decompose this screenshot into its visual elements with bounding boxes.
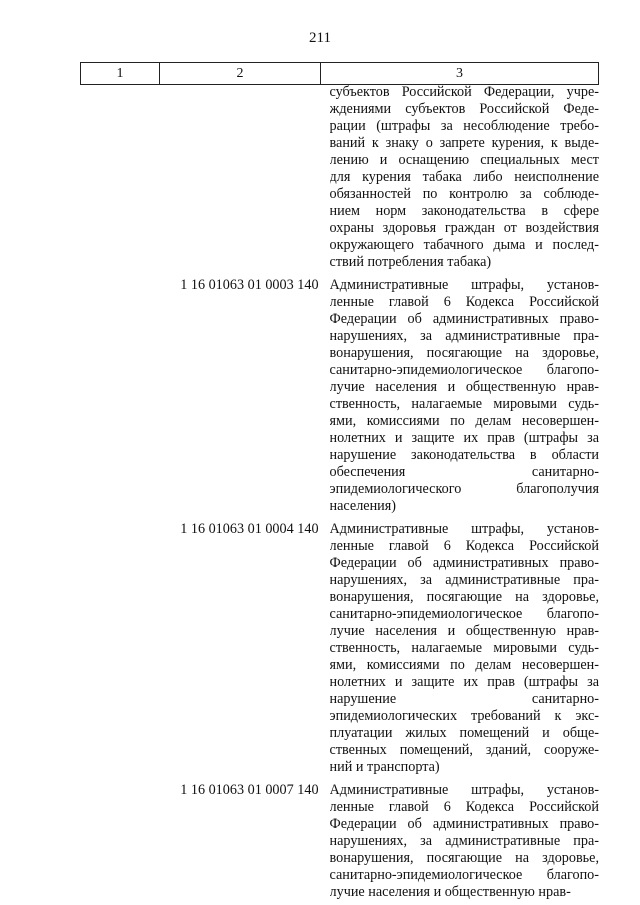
table-row [80, 782, 599, 901]
description-line: ствий потребления табака) [329, 254, 492, 270]
description-line: рации (штрафы за несоблюдение требо- [329, 118, 599, 134]
description-line: вонарушения, посягающие на здоровье, [329, 850, 599, 866]
description-line: ленные главой 6 Кодекса Российской [329, 799, 599, 815]
code-description [330, 277, 599, 515]
page-number: 211 [309, 30, 331, 46]
description-line: Административные штрафы, установ- [329, 782, 599, 798]
description-line: нарушение законодательства в области [329, 447, 599, 463]
description-line: охраны здоровья граждан от воздействия [329, 220, 599, 236]
column-header-2: 2 [160, 63, 321, 84]
description-line: Федерации об административных право- [329, 555, 599, 571]
table-row [80, 277, 599, 515]
description-line: плуатации жилых помещений и обще- [329, 725, 599, 741]
description-line: эпидемиологических требований к экс- [329, 708, 599, 724]
table-row [80, 84, 599, 271]
description-line: нием норм законодательства в сфере [329, 203, 599, 219]
description-line: нолетних и защите их прав (штрафы за [329, 674, 599, 690]
description-line: ственность, налагаемые мировыми судь- [329, 640, 599, 656]
description-line: лучие населения и общественную нрав- [329, 884, 571, 900]
classification-code: 1 16 01063 01 0004 140 [180, 521, 319, 537]
code-description [330, 521, 599, 776]
description-line: Административные штрафы, установ- [329, 521, 599, 537]
column-header-3: 3 [456, 65, 463, 81]
description-line: ями, комиссиями по делам несовершен- [329, 413, 599, 429]
description-line: нолетних и защите их прав (штрафы за [329, 430, 599, 446]
description-line: ственность, налагаемые мировыми судь- [329, 396, 599, 412]
description-line: нарушение санитарно- [329, 691, 599, 707]
description-line: лучие населения и общественную нрав- [329, 379, 599, 395]
description-line: обеспечения санитарно- [329, 464, 599, 480]
description-line: Федерации об административных право- [329, 816, 599, 832]
table-header [80, 62, 599, 85]
description-line: нарушениях, за административные пра- [329, 572, 599, 588]
table-body [80, 84, 599, 901]
description-line: ями, комиссиями по делам несовершен- [329, 657, 599, 673]
description-line: вонарушения, посягающие на здоровье, [329, 345, 599, 361]
description-line: ленные главой 6 Кодекса Российской [329, 294, 599, 310]
description-line: окружающего табачного дыма и послед- [329, 237, 599, 253]
description-line: ственных помещений, зданий, сооруже- [329, 742, 599, 758]
description-line: ваний к знаку о запрете курения, к выде- [329, 135, 599, 151]
column-header-1: 1 [81, 63, 160, 84]
classification-code: 1 16 01063 01 0007 140 [180, 782, 319, 798]
code-description [330, 84, 599, 271]
description-line: обязанностей по контролю за соблюде- [329, 186, 599, 202]
description-line: Федерации об административных право- [329, 311, 599, 327]
description-line: Административные штрафы, установ- [329, 277, 599, 293]
description-line: нарушениях, за административные пра- [329, 833, 599, 849]
description-line: для курения табака либо неисполнение [329, 169, 599, 185]
description-line: населения) [329, 498, 397, 514]
description-line: лению и оснащению специальных мест [329, 152, 599, 168]
description-line: санитарно-эпидемиологическое благопо- [329, 606, 599, 622]
description-line: санитарно-эпидемиологическое благопо- [329, 362, 599, 378]
description-line: санитарно-эпидемиологическое благопо- [329, 867, 599, 883]
description-line: вонарушения, посягающие на здоровье, [329, 589, 599, 605]
description-line: эпидемиологического благополучия [329, 481, 599, 497]
table-row [80, 521, 599, 776]
code-description [330, 782, 599, 901]
description-line: субъектов Российской Федерации, учре- [329, 84, 599, 100]
description-line: ний и транспорта) [329, 759, 440, 775]
description-line: лучие населения и общественную нрав- [329, 623, 599, 639]
classification-code: 1 16 01063 01 0003 140 [180, 277, 319, 293]
description-line: ленные главой 6 Кодекса Российской [329, 538, 599, 554]
description-line: нарушениях, за административные пра- [329, 328, 599, 344]
description-line: ждениями субъектов Российской Феде- [329, 101, 599, 117]
